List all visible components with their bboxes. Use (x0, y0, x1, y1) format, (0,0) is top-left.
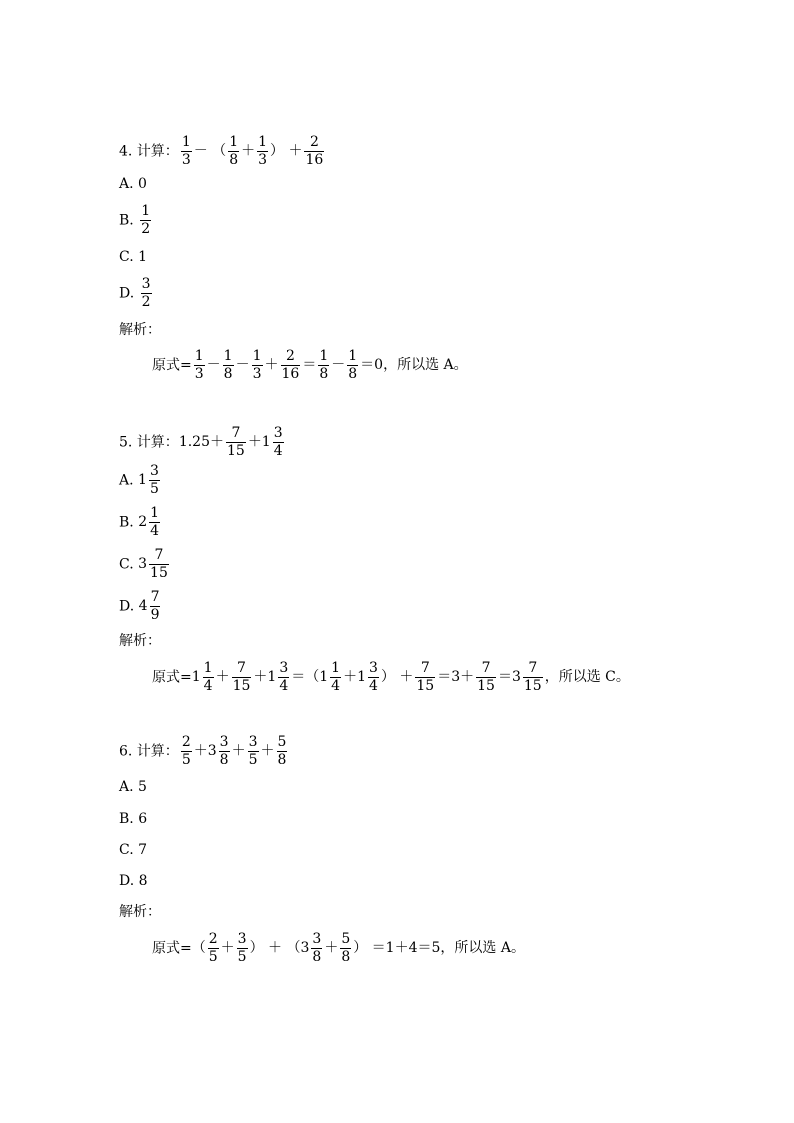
option-label: B. (119, 212, 139, 229)
option-label: B. (119, 514, 139, 531)
question-5-line (119, 425, 286, 460)
option-label: C. (119, 249, 139, 265)
numerator: 3 (273, 425, 283, 441)
fraction (232, 660, 252, 695)
math-text: ＝3 (497, 669, 521, 686)
fraction (273, 425, 284, 460)
fraction (415, 660, 435, 695)
option-label: D. (119, 873, 139, 889)
fraction (228, 134, 239, 169)
analysis-label: 解析： (119, 904, 161, 920)
denominator: 8 (277, 751, 287, 768)
numerator: 5 (277, 734, 287, 750)
math-text: ，所以选 C。 (544, 669, 630, 686)
math-text: ＋1 (343, 669, 367, 686)
solution-label: 原式= (152, 357, 192, 374)
denominator: 8 (312, 948, 322, 965)
math-text: 6 (138, 811, 148, 827)
option-d (119, 874, 148, 888)
option-label: A. (119, 176, 139, 192)
option-value (139, 276, 154, 310)
option-a (119, 463, 162, 498)
math-text: 1 (191, 669, 201, 686)
fraction (257, 134, 268, 169)
denominator: 5 (181, 751, 191, 768)
numerator: 1 (258, 134, 268, 150)
math-text: ＝ (302, 357, 317, 374)
numerator: 3 (369, 660, 378, 676)
denominator: 8 (341, 948, 351, 965)
option-value (139, 873, 148, 889)
numerator: 3 (149, 463, 159, 479)
math-text: ＋1 (247, 434, 271, 451)
fraction (278, 660, 289, 695)
option-c (119, 843, 147, 857)
option-c (119, 250, 147, 264)
math-text: 0 (138, 176, 147, 192)
question-expression (179, 134, 327, 168)
denominator: 4 (331, 677, 341, 694)
option-value (138, 589, 163, 623)
question-label: 6. 计算： (119, 743, 179, 760)
option-value (138, 779, 147, 795)
numerator: 2 (281, 348, 301, 366)
fraction (248, 734, 259, 769)
option-label: D. (119, 285, 139, 302)
denominator: 5 (248, 751, 258, 768)
numerator: 1 (141, 203, 151, 219)
denominator: 5 (149, 480, 159, 497)
numerator: 3 (219, 734, 229, 750)
math-text: － (206, 357, 221, 374)
numerator: 7 (150, 589, 160, 605)
math-text: － (235, 357, 250, 374)
denominator: 5 (208, 948, 218, 965)
option-label: A. (119, 779, 139, 795)
numerator: 7 (232, 660, 252, 678)
fraction (140, 203, 151, 238)
denominator: 8 (219, 751, 229, 768)
fraction (281, 348, 301, 383)
fraction (277, 734, 288, 769)
math-text: 2 (138, 514, 148, 531)
solution-expression (191, 931, 525, 965)
denominator: 16 (281, 365, 300, 382)
math-text: ＋3 (193, 743, 217, 760)
option-value (138, 176, 147, 192)
denominator: 3 (252, 365, 262, 382)
denominator: 15 (150, 564, 168, 581)
math-text: 5 (138, 779, 147, 795)
numerator: 7 (149, 547, 169, 565)
numerator: 3 (279, 660, 289, 676)
option-c (119, 547, 171, 582)
question-expression (178, 425, 286, 459)
numerator: 3 (141, 276, 151, 292)
denominator: 4 (150, 522, 160, 539)
option-label: C. (119, 556, 139, 573)
math-text: 7 (138, 842, 148, 858)
denominator: 2 (141, 293, 151, 310)
solution-expression (191, 660, 630, 694)
math-text: ＝0，所以选 A。 (360, 357, 468, 374)
fraction (149, 547, 169, 582)
fraction (330, 660, 341, 695)
numerator: 1 (150, 505, 160, 521)
fraction (368, 660, 379, 695)
numerator: 7 (415, 660, 435, 678)
numerator: 1 (319, 348, 329, 364)
denominator: 8 (348, 365, 358, 382)
denominator: 15 (416, 677, 435, 694)
math-text: 4 (138, 598, 148, 615)
option-value (138, 203, 153, 237)
denominator: 5 (237, 948, 247, 965)
math-text: 3 (138, 556, 148, 573)
solution-line (152, 931, 525, 966)
numerator: 2 (208, 931, 218, 947)
fraction (311, 931, 322, 966)
solution-line (152, 660, 630, 695)
denominator: 4 (203, 677, 213, 694)
fraction (203, 660, 214, 695)
math-text: 1 (138, 472, 147, 489)
denominator: 9 (150, 606, 160, 623)
numerator: 7 (226, 425, 246, 443)
solution-line (152, 348, 468, 383)
math-text: ＋1 (253, 669, 277, 686)
fraction (347, 348, 358, 383)
numerator: 2 (181, 734, 191, 750)
denominator: 15 (226, 442, 245, 459)
option-label: C. (119, 842, 139, 858)
fraction (476, 660, 496, 695)
denominator: 4 (369, 677, 378, 694)
math-text: ＋ (241, 143, 256, 160)
fraction (149, 463, 160, 498)
option-label: A. (119, 472, 139, 489)
option-d (119, 589, 162, 624)
math-text: ） ＋ (380, 669, 414, 686)
math-text: ＋ (231, 743, 246, 760)
fraction (237, 931, 248, 966)
math-text: ＋ (260, 743, 275, 760)
fraction (181, 134, 192, 169)
option-b (119, 203, 153, 238)
solution-label: 原式= (152, 940, 192, 957)
option-value (138, 505, 162, 539)
fraction (304, 134, 324, 169)
option-a (119, 177, 147, 191)
denominator: 8 (229, 151, 239, 168)
option-a (119, 780, 147, 794)
analysis-label: 解析： (119, 322, 161, 338)
fraction (150, 589, 161, 624)
option-b (119, 812, 147, 826)
fraction (226, 425, 246, 460)
math-text: － (331, 357, 346, 374)
math-text: ＋ (215, 669, 230, 686)
math-text: 1 (138, 249, 148, 265)
math-text: ） ＋ （3 (249, 940, 310, 957)
numerator: 7 (523, 660, 543, 678)
option-label: D. (119, 598, 139, 615)
fraction (219, 734, 230, 769)
fraction (194, 348, 205, 383)
fraction (208, 931, 219, 966)
numerator: 3 (312, 931, 322, 947)
numerator: 7 (476, 660, 496, 678)
solution-expression (192, 348, 468, 382)
denominator: 3 (258, 151, 268, 168)
option-value (138, 547, 171, 581)
option-label: B. (119, 811, 139, 827)
numerator: 1 (348, 348, 358, 364)
math-text: ＋ (220, 940, 235, 957)
denominator: 3 (194, 365, 204, 382)
numerator: 1 (252, 348, 262, 364)
denominator: 3 (181, 151, 191, 168)
math-text: 8 (138, 873, 148, 889)
numerator: 1 (331, 660, 341, 676)
numerator: 1 (229, 134, 239, 150)
numerator: 1 (181, 134, 191, 150)
fraction (318, 348, 329, 383)
numerator: 3 (237, 931, 247, 947)
math-text: ＋ (264, 357, 279, 374)
numerator: 5 (341, 931, 351, 947)
analysis-label: 解析： (119, 633, 161, 649)
option-value (138, 249, 147, 265)
option-value (138, 842, 147, 858)
question-label: 5. 计算： (119, 434, 179, 451)
fraction (252, 348, 263, 383)
fraction (181, 734, 192, 769)
fraction (149, 505, 160, 540)
math-text: ＝3＋ (437, 669, 475, 686)
option-value (138, 463, 162, 497)
option-d (119, 276, 154, 311)
denominator: 4 (273, 442, 283, 459)
denominator: 16 (305, 151, 324, 168)
fraction (340, 931, 351, 966)
numerator: 3 (248, 734, 258, 750)
question-expression (179, 734, 290, 768)
question-4-line (119, 134, 326, 169)
option-b (119, 505, 162, 540)
denominator: 15 (523, 677, 542, 694)
numerator: 1 (203, 660, 213, 676)
question-6-line (119, 734, 289, 769)
fraction (223, 348, 234, 383)
denominator: 8 (319, 365, 329, 382)
math-text: 1.25＋ (178, 434, 224, 451)
math-text: ＝（1 (291, 669, 329, 686)
fraction (141, 276, 152, 311)
math-text: （ (191, 940, 206, 957)
denominator: 8 (223, 365, 233, 382)
math-text: ） ＋ (270, 143, 303, 160)
numerator: 1 (223, 348, 233, 364)
numerator: 1 (194, 348, 204, 364)
denominator: 15 (232, 677, 251, 694)
numerator: 2 (304, 134, 324, 152)
solution-label: 原式= (152, 669, 192, 686)
denominator: 15 (477, 677, 495, 694)
denominator: 2 (141, 220, 151, 237)
math-text: － （ (193, 143, 227, 160)
question-label: 4. 计算： (119, 143, 179, 160)
denominator: 4 (279, 677, 289, 694)
option-value (138, 811, 147, 827)
math-text: ＋ (324, 940, 339, 957)
fraction (523, 660, 543, 695)
math-text: ） ＝1＋4＝5，所以选 A。 (353, 940, 525, 957)
